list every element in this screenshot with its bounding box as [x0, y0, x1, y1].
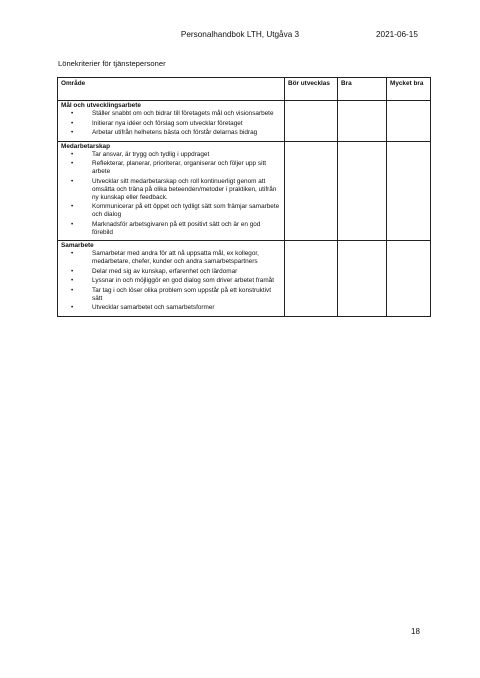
criteria-list-item [61, 287, 281, 303]
rating-cell [285, 141, 338, 241]
column-header-good: Bra [338, 78, 387, 101]
criteria-text: Utvecklar samarbetet och samarbetsformer [92, 304, 215, 311]
criteria-list-item [61, 110, 281, 118]
column-header-area: Område [58, 78, 285, 101]
criteria-list [61, 151, 281, 237]
bullet-icon: • [71, 110, 74, 117]
criteria-text: Arbetar utifrån helhetens bästa och förstår delarnas bidrag [92, 129, 258, 136]
criteria-text: Samarbetar med andra för att nå uppsatta mål, ex kollegor, medarbetare, chefer, kunder och andra samarbetspartners [92, 250, 259, 265]
rating-cell [387, 101, 431, 142]
criteria-list-item [61, 277, 281, 285]
document-header-date: 2021-06-15 [376, 30, 418, 39]
criteria-text: Tar tag i och löser olika problem som uppstår på ett konstruktivt sätt [92, 286, 272, 302]
criteria-text: Utvecklar sitt medarbetarskap och roll kontinuerligt genom att omsätta och träna på olika beteenden/metoder i praktiken, utifrån ny kunskap eller feedback. [92, 177, 277, 201]
document-header-title: Personalhandbok LTH, Utgåva 3 [180, 30, 300, 39]
rating-cell [338, 101, 387, 142]
criteria-list-item [61, 120, 281, 128]
criteria-list-item [61, 221, 281, 237]
rating-cell [285, 241, 338, 317]
table-body [58, 101, 431, 317]
criteria-text: Ställer snabbt om och bidrar till företagets mål och visionsarbete [92, 110, 274, 117]
section-title-row [58, 241, 431, 251]
column-header-needs-improvement: Bör utvecklas [285, 78, 338, 101]
criteria-list-item [61, 160, 281, 176]
criteria-list-item [61, 129, 281, 137]
criteria-table [57, 77, 431, 317]
section-title: Medarbetarskap [58, 141, 285, 151]
rating-cell [387, 141, 431, 241]
table-caption: Lönekriterier för tjänstepersoner [58, 59, 166, 68]
bullet-icon: • [71, 286, 74, 294]
criteria-text: Delar med sig av kunskap, erfarenhet och lärdomar [92, 267, 238, 275]
criteria-list [61, 110, 281, 137]
rating-cell [338, 241, 387, 317]
criteria-text: Reflekterar, planerar, prioriterar, organiserar och följer upp sitt arbete [92, 160, 267, 175]
criteria-list-item [61, 178, 281, 202]
criteria-text: Tar ansvar, är trygg och tydlig i uppdraget [92, 150, 210, 158]
criteria-list-item [61, 268, 281, 276]
bullet-icon: • [71, 119, 74, 127]
rating-cell [338, 141, 387, 241]
section-title: Mål och utvecklingsarbete [58, 101, 285, 111]
criteria-text: Lyssnar in och möjliggör en god dialog som driver arbetet framåt [92, 277, 274, 284]
rating-cell [387, 241, 431, 317]
bullet-icon: • [71, 129, 74, 136]
table-header-row [58, 78, 431, 101]
section-items-cell [58, 110, 285, 141]
bullet-icon: • [71, 304, 74, 311]
bullet-icon: • [71, 220, 74, 228]
bullet-icon: • [71, 250, 74, 257]
section-title: Samarbete [58, 241, 285, 251]
section-items-cell [58, 250, 285, 316]
bullet-icon: • [71, 267, 74, 275]
criteria-text: Initierar nya idéer och förslag som utvecklar företaget [92, 119, 243, 127]
bullet-icon: • [71, 203, 74, 210]
section-items-cell [58, 151, 285, 241]
bullet-icon: • [71, 177, 74, 185]
section-title-row [58, 101, 431, 111]
column-header-very-good: Mycket bra [387, 78, 431, 101]
bullet-icon: • [71, 277, 74, 284]
criteria-list-item [61, 250, 281, 266]
criteria-list [61, 250, 281, 312]
rating-cell [285, 101, 338, 142]
criteria-list-item [61, 203, 281, 219]
bullet-icon: • [71, 150, 74, 158]
criteria-text: Kommunicerar på ett öppet och tydligt sätt som främjar samarbete och dialog [92, 203, 280, 218]
criteria-list-item [61, 304, 281, 312]
criteria-list-item [61, 151, 281, 159]
section-title-row [58, 141, 431, 151]
criteria-text: Marknadsför arbetsgivaren på ett positivt sätt och är en god förebild [92, 220, 261, 236]
bullet-icon: • [71, 160, 74, 167]
page-number: 18 [411, 627, 420, 636]
